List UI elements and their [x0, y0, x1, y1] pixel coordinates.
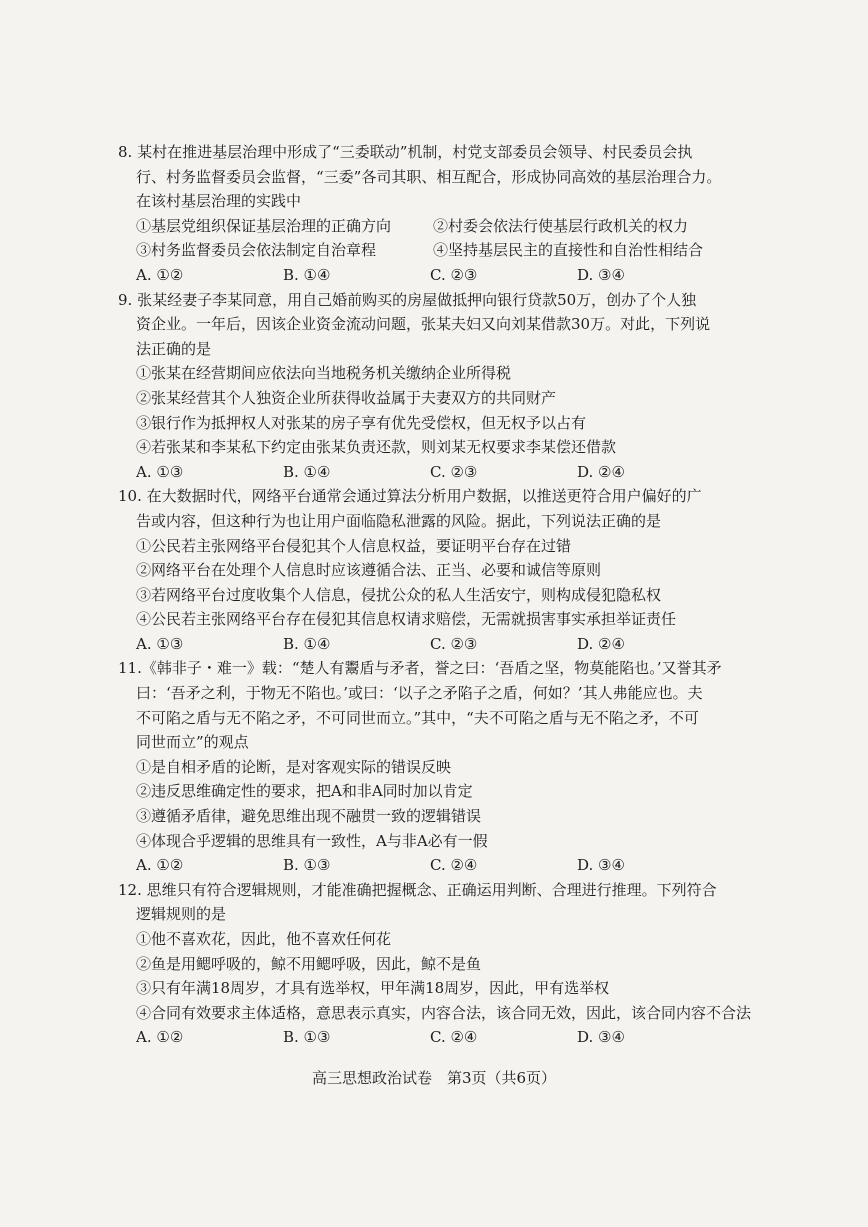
question-stem-line: 10. 在大数据时代，网络平台通常会通过算法分析用户数据，以推送更符合用户偏好的广: [118, 487, 702, 506]
option-statement: ③村务监督委员会依法制定自治章程: [136, 241, 377, 260]
option-statement: ④若张某和李某私下约定由张某负责还款，则刘某无权要求李某偿还借款: [136, 438, 617, 457]
question-stem-line: 12. 思维只有符合逻辑规则，才能准确把握概念、正确运用判断、合理进行推理。下列符合: [118, 880, 717, 899]
option-statement: ①张某在经营期间应依法向当地税务机关缴纳企业所得税: [136, 364, 512, 383]
answer-choice: C. ②③: [430, 265, 478, 284]
answer-choices: [118, 632, 730, 657]
answer-choice: D. ②④: [577, 634, 625, 653]
question-11: [118, 656, 730, 877]
answer-choices: [118, 263, 730, 288]
question-stem-line: 在该村基层治理的实践中: [136, 192, 302, 211]
question-10: [118, 484, 730, 656]
option-statement: ④体现合乎逻辑的思维具有一致性，A与非A必有一假: [136, 831, 488, 850]
question-list: [118, 140, 752, 1050]
option-statement: ③若网络平台过度收集个人信息，侵扰公众的私人生活安宁，则构成侵犯隐私权: [136, 585, 662, 604]
option-statement: ①是自相矛盾的论断，是对客观实际的错误反映: [136, 757, 452, 776]
answer-choice: C. ②③: [430, 462, 478, 481]
answer-choice: D. ③④: [577, 1028, 625, 1047]
answer-choice: D. ③④: [577, 265, 625, 284]
question-stem-line: 8. 某村在推进基层治理中形成了“三委联动”机制，村党支部委员会领导、村民委员会执: [118, 143, 693, 161]
answer-choice: B. ①④: [283, 462, 331, 481]
option-statement: ①公民若主张网络平台侵犯其个人信息权益，要证明平台存在过错: [136, 536, 572, 555]
option-row: [118, 214, 730, 239]
option-statement: ④合同有效要求主体适格，意思表示真实，内容合法，该合同无效，因此，该合同内容不合法: [136, 1003, 752, 1022]
question-stem-line: 9. 张某经妻子李某同意，用自己婚前购买的房屋做抵押向银行贷款50万，创办了个人独: [118, 290, 697, 309]
question-8: [118, 140, 730, 288]
question-stem-line: 法正确的是: [136, 339, 212, 358]
option-statement: ②村委会依法行使基层行政机关的权力: [433, 216, 689, 235]
option-statement: ③遵循矛盾律，避免思维出现不融贯一致的逻辑错误: [136, 807, 482, 826]
answer-choice: A. ①③: [136, 462, 184, 481]
answer-choice: A. ①②: [136, 265, 184, 284]
answer-choices: [118, 853, 730, 878]
option-statement: ③只有年满18周岁，才具有选举权，甲年满18周岁，因此，甲有选举权: [136, 979, 610, 998]
answer-choice: A. ①③: [136, 634, 184, 653]
question-12: [118, 878, 752, 1050]
answer-choice: A. ①②: [136, 856, 184, 875]
answer-choice: B. ①④: [283, 265, 331, 284]
option-statement: ③银行作为抵押权人对张某的房子享有优先受偿权，但无权予以占有: [136, 413, 587, 432]
answer-choice: A. ①②: [136, 1028, 184, 1047]
answer-choice: C. ②④: [430, 1028, 478, 1047]
option-statement: ②网络平台在处理个人信息时应该遵循合法、正当、必要和诚信等原则: [136, 561, 602, 580]
answer-choices: [118, 460, 730, 485]
option-statement: ②鱼是用鳃呼吸的，鲸不用鳃呼吸，因此，鲸不是鱼: [136, 954, 482, 973]
page-footer: 高三思想政治试卷 第3页（共6页）: [311, 1069, 557, 1087]
question-stem-line: 不可陷之盾与无不陷之矛，不可同世而立。”其中，“夫不可陷之盾与无不陷之矛，不可: [136, 708, 699, 727]
answer-choice: C. ②③: [430, 634, 478, 653]
option-statement: ①他不喜欢花，因此，他不喜欢任何花: [136, 930, 392, 948]
question-stem-line: 11.《韩非子・难一》载：“楚人有鬻盾与矛者，誉之曰：‘吾盾之坚，物莫能陷也。’又誉其矛: [118, 659, 722, 678]
question-stem-line: 资企业。一年后，因该企业资金流动问题，张某夫妇又向刘某借款30万。对此，下列说: [136, 315, 711, 334]
question-stem-line: 行、村务监督委员会监督，“三委”各司其职、相互配合，形成协同高效的基层治理合力。: [136, 167, 722, 186]
answer-choice: B. ①③: [283, 1028, 331, 1047]
option-statement: ②违反思维确定性的要求，把A和非A同时加以肯定: [136, 782, 473, 801]
option-statement: ④坚持基层民主的直接性和自治性相结合: [433, 241, 704, 260]
question-9: [118, 288, 730, 485]
option-statement: ④公民若主张网络平台存在侵犯其信息权请求赔偿，无需就损害事实承担举证责任: [136, 610, 677, 629]
option-statement: ①基层党组织保证基层治理的正确方向: [136, 216, 392, 235]
question-stem-line: 曰：‘吾矛之利，于物无不陷也。’或曰：‘以子之矛陷子之盾，何如？’其人弗能应也。夫: [136, 684, 703, 703]
answer-choice: B. ①④: [283, 634, 331, 653]
answer-choice: B. ①③: [283, 856, 331, 875]
question-stem-line: 逻辑规则的是: [136, 905, 227, 924]
answer-choice: C. ②④: [430, 856, 478, 875]
question-stem-line: 同世而立”的观点: [136, 733, 249, 752]
option-row: [118, 238, 730, 263]
answer-choice: D. ③④: [577, 856, 625, 875]
answer-choices: [118, 1025, 730, 1050]
answer-choice: D. ②④: [577, 462, 625, 481]
question-stem-line: 告或内容，但这种行为也让用户面临隐私泄露的风险。据此，下列说法正确的是: [136, 511, 662, 530]
option-statement: ②张某经营其个人独资企业所获得收益属于夫妻双方的共同财产: [136, 388, 557, 407]
